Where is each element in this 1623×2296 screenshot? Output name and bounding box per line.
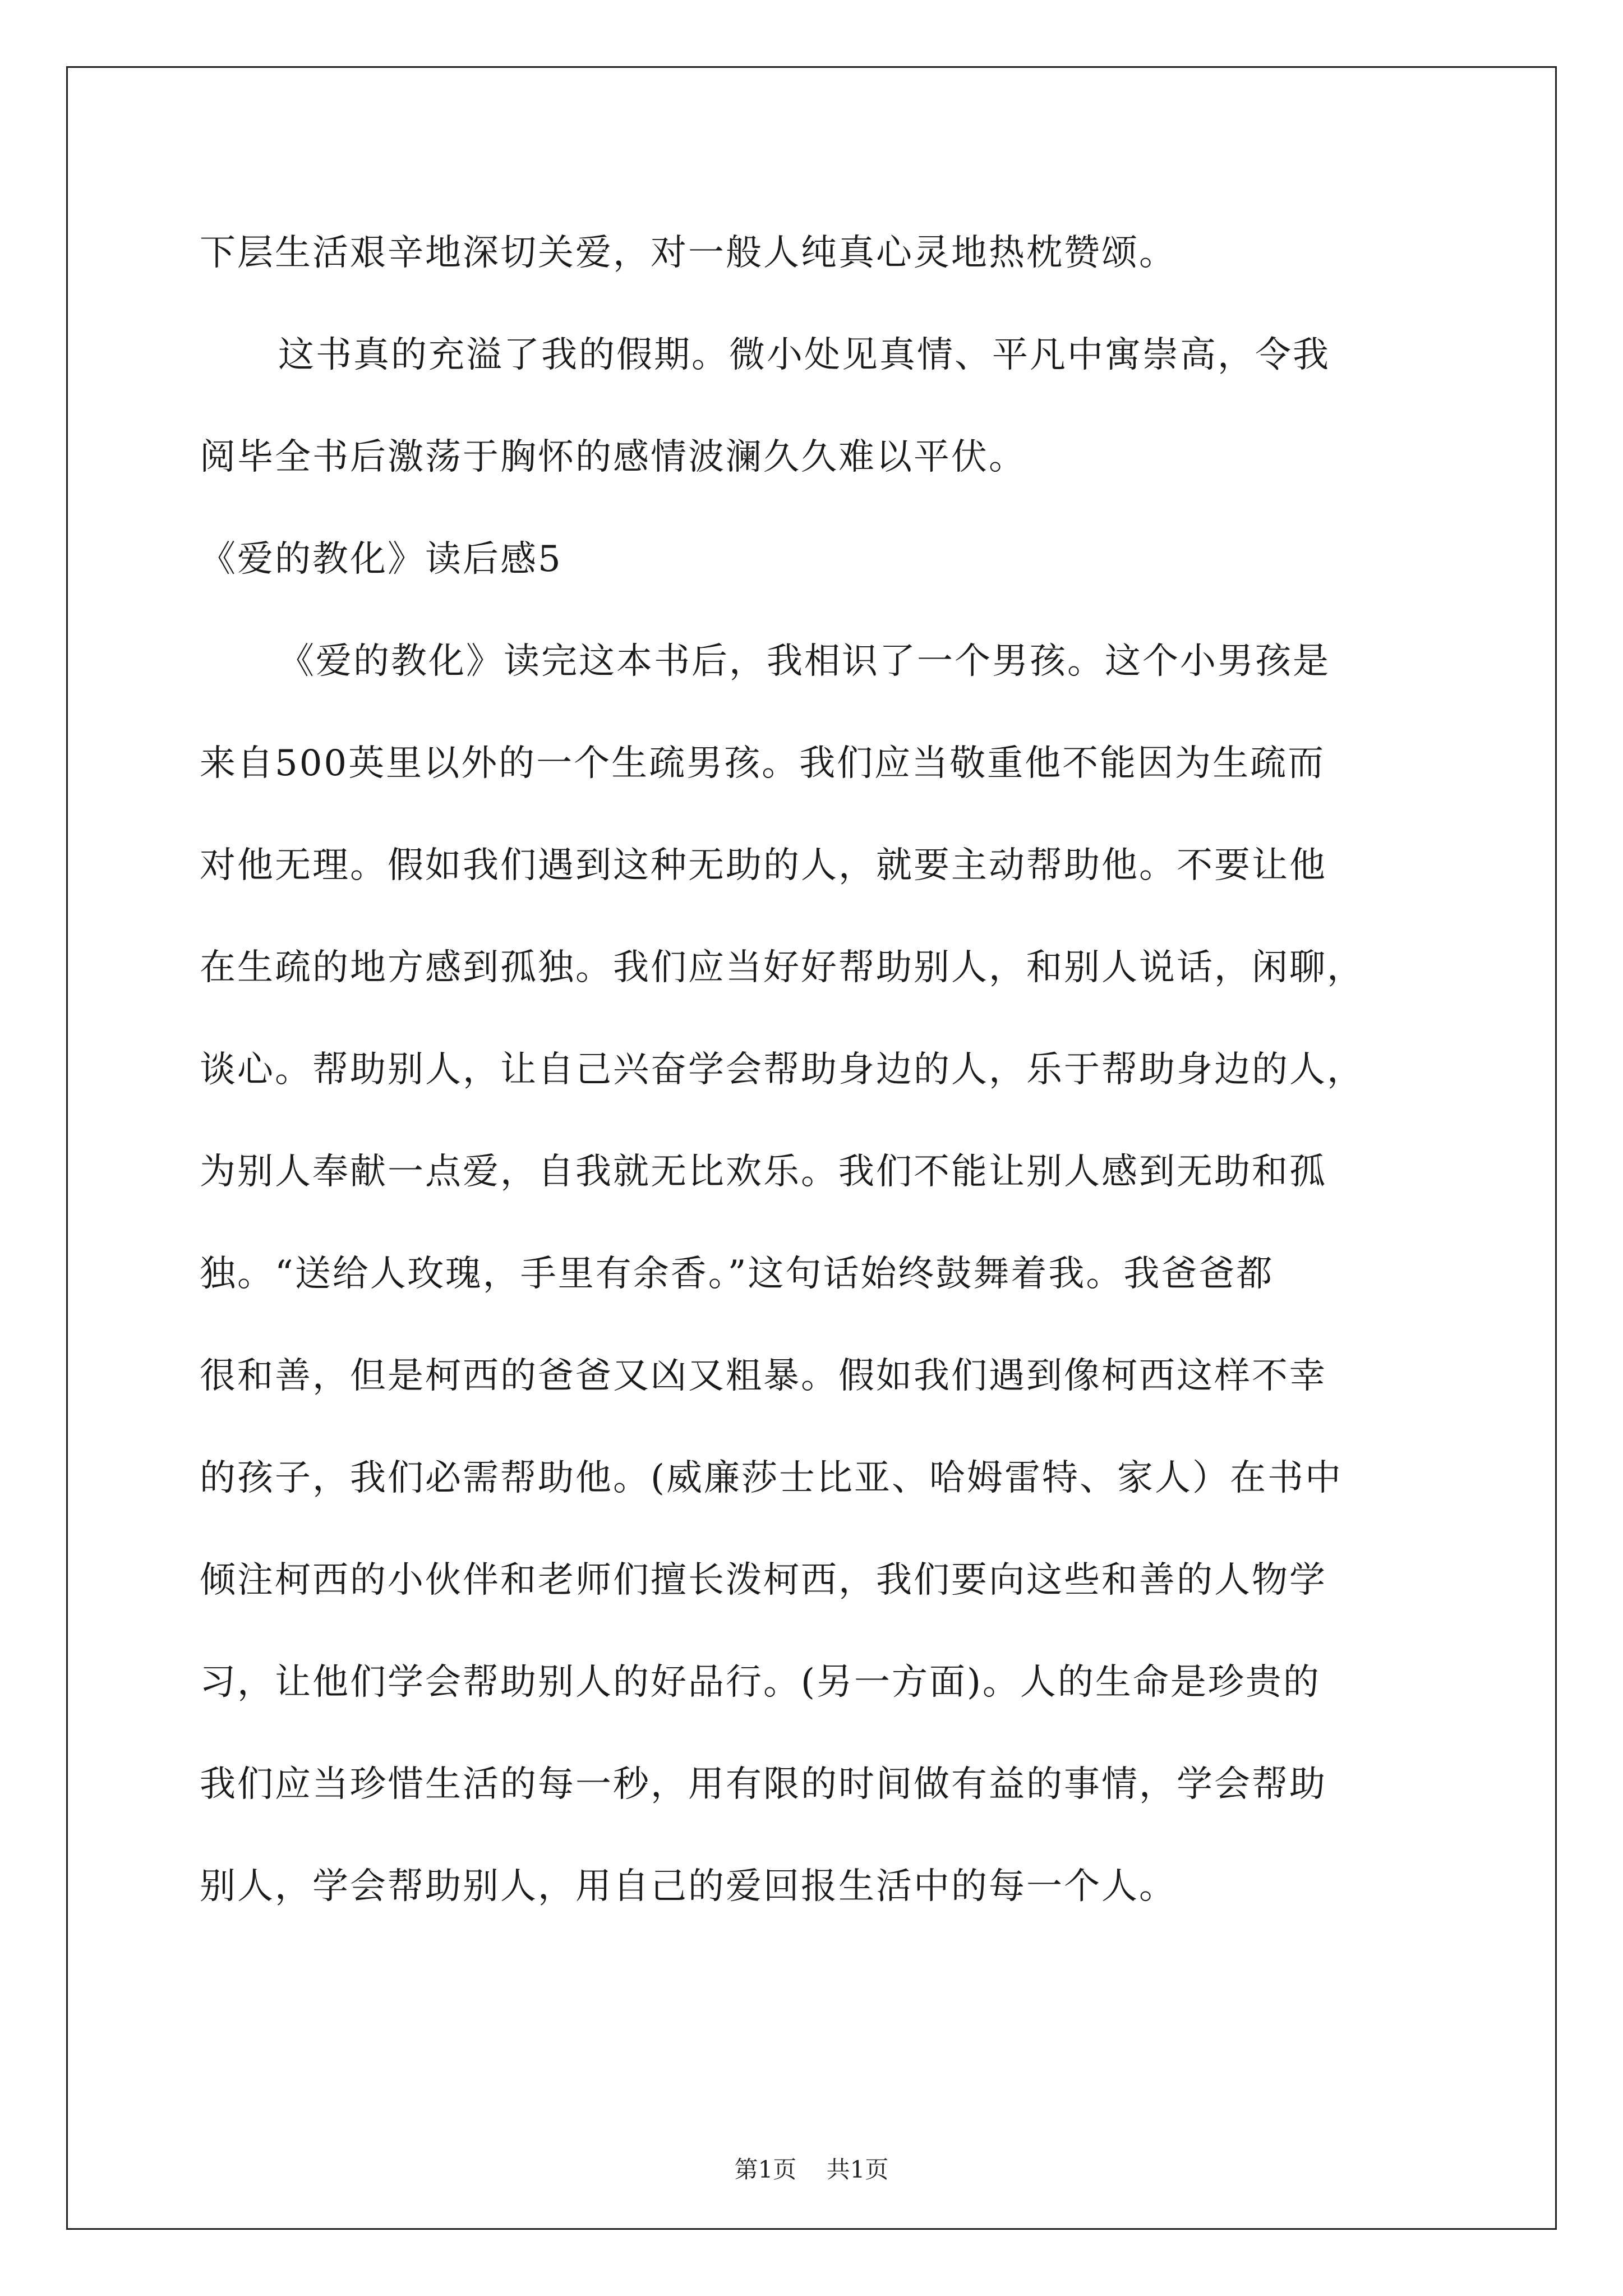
paragraph-main [200, 610, 1433, 1938]
text-line: 我们应当珍惜生活的每一秒，用有限的时间做有益的事情，学会帮助 [200, 1764, 1327, 1805]
paragraph-intro [200, 202, 1433, 304]
text-line: 的孩子，我们必需帮助他。(威廉莎士比亚、哈姆雷特、家人）在书中 [200, 1457, 1343, 1499]
text-line: 阅毕全书后激荡于胸怀的感情波澜久久难以平伏。 [200, 436, 1026, 478]
text-line: 别人，学会帮助别人，用自己的爱回报生活中的每一个人。 [200, 1866, 1177, 1907]
document-body [200, 202, 1433, 1938]
text-line: 独。“送给人玫瑰，手里有余香。”这句话始终鼓舞着我。我爸爸都 [200, 1253, 1274, 1295]
text-line: 来自500英里以外的一个生疏男孩。我们应当敬重他不能因为生疏而 [200, 743, 1326, 784]
text-line: 谈心。帮助别人，让自己兴奋学会帮助身边的人，乐于帮助身边的人， [200, 1049, 1364, 1091]
text-line: 在生疏的地方感到孤独。我们应当好好帮助别人，和别人说话，闲聊， [200, 947, 1364, 988]
text-line: 为别人奉献一点爱，自我就无比欢乐。我们不能让别人感到无助和孤 [200, 1151, 1327, 1193]
paragraph-summary [200, 304, 1433, 508]
page-footer: 第1页 共1页 [734, 2156, 889, 2183]
text-line: 倾注柯西的小伙伴和老师们擅长泼柯西，我们要向这些和善的人物学 [200, 1559, 1327, 1601]
text-line: 很和善，但是柯西的爸爸又凶又粗暴。假如我们遇到像柯西这样不幸 [200, 1355, 1327, 1397]
text-line: 下层生活艰辛地深切关爱，对一般人纯真心灵地热枕赞颂。 [200, 232, 1177, 274]
text-line: 对他无理。假如我们遇到这种无助的人，就要主动帮助他。不要让他 [200, 845, 1327, 886]
text-line: 习，让他们学会帮助别人的好品行。(另一方面)。人的生命是珍贵的 [200, 1662, 1321, 1703]
section-heading: 《爱的教化》读后感5 [200, 539, 562, 580]
text-line: 这书真的充溢了我的假期。微小处见真情、平凡中寓崇高，令我 [278, 334, 1330, 376]
text-line: 《爱的教化》读完这本书后，我相识了一个男孩。这个小男孩是 [278, 641, 1330, 682]
